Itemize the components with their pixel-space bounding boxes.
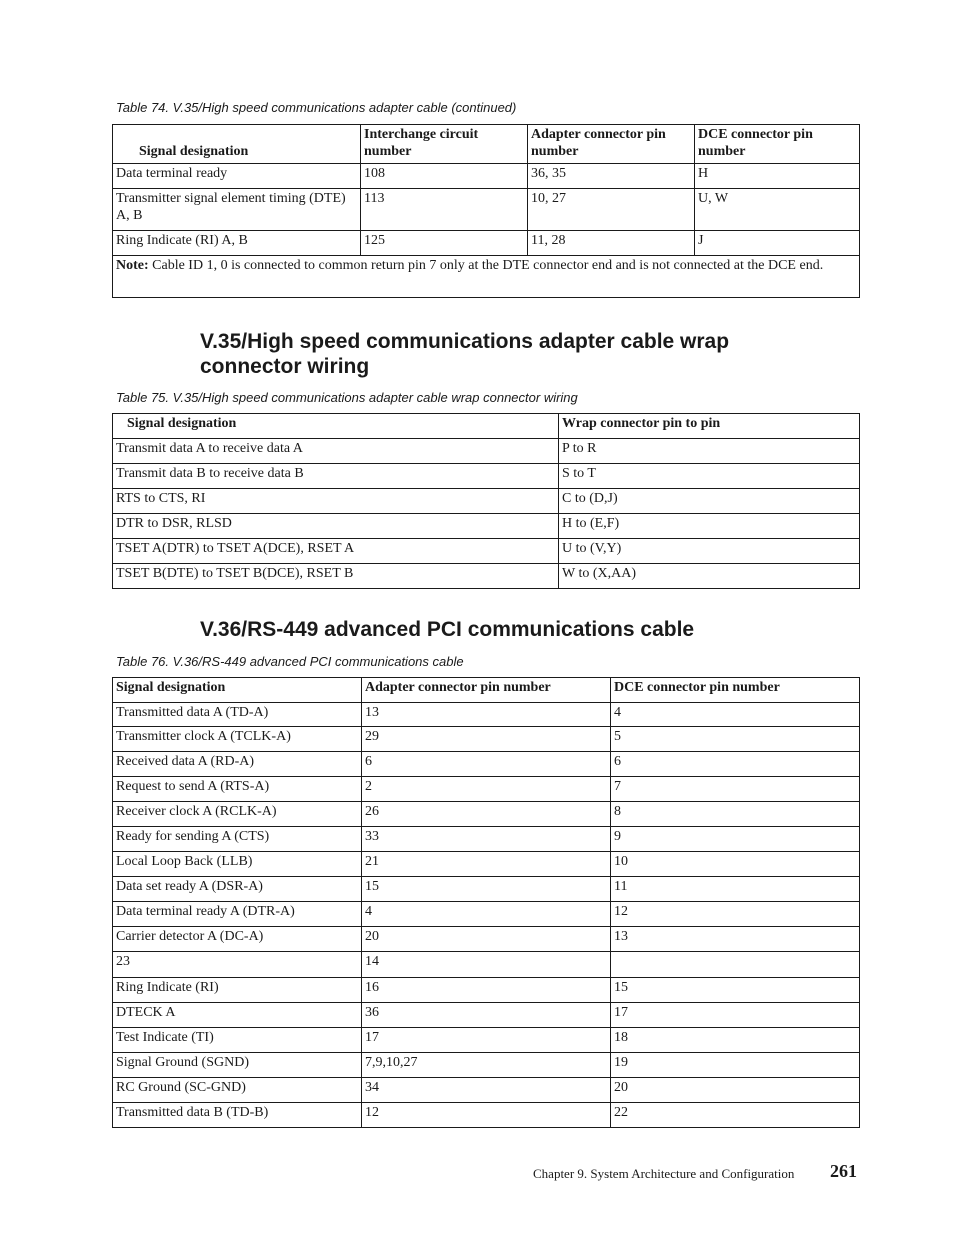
table-cell: Transmitter signal element timing (DTE) A, B [113,189,361,231]
table-header-row [113,125,860,164]
table-row [113,514,860,539]
column-header-signal-designation: Signal designation [113,414,559,439]
table-cell: 13 [362,703,611,727]
table-row [113,752,860,777]
table-cell: Test Indicate (TI) [113,1028,362,1053]
table-cell: 36, 35 [528,164,695,189]
table-cell: Ring Indicate (RI) A, B [113,231,361,256]
column-header-signal-designation: Signal designation [113,125,361,164]
table-row [113,877,860,902]
section-heading-v36-rs449: V.36/RS-449 advanced PCI communications cable [200,618,695,641]
column-header-adapter-connector-pin-number: Adapter connector pin number [362,678,611,703]
table-row [113,539,860,564]
table-row [113,439,860,464]
table-cell: 10, 27 [528,189,695,231]
table-row [113,189,860,231]
table-cell: 22 [611,1103,860,1128]
table-cell: 29 [362,727,611,752]
table-cell: P to R [559,439,860,464]
table-cell: 6 [611,752,860,777]
column-header-signal-designation: Signal designation [113,678,362,703]
table-cell: 11 [611,877,860,902]
table-76 [112,677,860,1128]
table-row [113,777,860,802]
table-row [113,927,860,952]
table-cell: 26 [362,802,611,827]
table-cell: Transmit data A to receive data A [113,439,559,464]
table-cell: Transmit data B to receive data B [113,464,559,489]
page-number: 261 [830,1161,857,1181]
table-cell: 6 [362,752,611,777]
table-cell: RC Ground (SC-GND) [113,1078,362,1103]
table-cell: 20 [362,927,611,952]
table-cell: 23 [113,952,362,978]
table-cell: H [695,164,860,189]
table-cell: 19 [611,1053,860,1078]
table-cell: 33 [362,827,611,852]
table-cell: 2 [362,777,611,802]
table-cell: 17 [611,1003,860,1028]
column-header-adapter-connector-pin-number: Adapter connector pin number [528,125,695,164]
table-cell: 10 [611,852,860,877]
column-header-wrap-connector-pin-to-pin: Wrap connector pin to pin [559,414,860,439]
column-header-interchange-circuit-number: Interchange circuit number [361,125,528,164]
table-cell: 20 [611,1078,860,1103]
table-cell: Transmitted data B (TD-B) [113,1103,362,1128]
table-row [113,1103,860,1128]
table-row [113,1028,860,1053]
table-row [113,564,860,589]
table-cell [611,952,860,978]
table-cell: 108 [361,164,528,189]
table-cell: Data set ready A (DSR-A) [113,877,362,902]
table-cell: 21 [362,852,611,877]
table-cell: 34 [362,1078,611,1103]
table-cell: W to (X,AA) [559,564,860,589]
table-cell: 113 [361,189,528,231]
table-header-row [113,678,860,703]
table-cell: Request to send A (RTS-A) [113,777,362,802]
table-cell: Ready for sending A (CTS) [113,827,362,852]
table-cell: 9 [611,827,860,852]
table-row [113,489,860,514]
table-cell: Carrier detector A (DC-A) [113,927,362,952]
table-cell: U to (V,Y) [559,539,860,564]
table-row [113,464,860,489]
table-cell: 125 [361,231,528,256]
column-header-dce-connector-pin-number: DCE connector pin number [611,678,860,703]
table-cell: 12 [362,1103,611,1128]
table-header-row [113,414,860,439]
section-heading-wrap-connector: V.35/High speed communications adapter cable wrap connector wiring [200,330,730,378]
table-cell: Data terminal ready [113,164,361,189]
table-cell: 16 [362,978,611,1003]
table-cell: 14 [362,952,611,978]
table-76-caption: Table 76. V.36/RS-449 advanced PCI communications cable [116,654,464,669]
table-cell: TSET A(DTR) to TSET A(DCE), RSET A [113,539,559,564]
table-cell: 15 [362,877,611,902]
table-cell: Ring Indicate (RI) [113,978,362,1003]
table-75-caption: Table 75. V.35/High speed communications adapter cable wrap connector wiring [116,390,578,405]
table-cell: 13 [611,927,860,952]
table-74 [112,124,860,298]
table-note [113,256,860,298]
table-cell: 18 [611,1028,860,1053]
table-row [113,1003,860,1028]
footer-chapter-title: Chapter 9. System Architecture and Configuration [533,1166,795,1181]
table-75 [112,413,860,589]
table-cell: DTECK A [113,1003,362,1028]
table-cell: Transmitter clock A (TCLK-A) [113,727,362,752]
table-row [113,952,860,978]
table-row [113,1053,860,1078]
table-cell: Received data A (RD-A) [113,752,362,777]
table-cell: 12 [611,902,860,927]
table-cell: Transmitted data A (TD-A) [113,703,362,727]
table-cell: DTR to DSR, RLSD [113,514,559,539]
table-cell: 4 [611,703,860,727]
table-cell: RTS to CTS, RI [113,489,559,514]
table-cell: 15 [611,978,860,1003]
table-cell: 5 [611,727,860,752]
table-row [113,727,860,752]
table-cell: Local Loop Back (LLB) [113,852,362,877]
table-cell: H to (E,F) [559,514,860,539]
table-cell: 8 [611,802,860,827]
table-row [113,703,860,727]
table-note-row [113,256,860,298]
table-cell: 4 [362,902,611,927]
table-cell: 17 [362,1028,611,1053]
table-cell: 7,9,10,27 [362,1053,611,1078]
table-row [113,802,860,827]
note-text: Cable ID 1, 0 is connected to common return pin 7 only at the DTE connector end and is not connected at the DCE end. [152,258,824,273]
table-cell: 36 [362,1003,611,1028]
table-row [113,827,860,852]
note-label: Note: [116,258,149,273]
table-cell: Signal Ground (SGND) [113,1053,362,1078]
table-cell: TSET B(DTE) to TSET B(DCE), RSET B [113,564,559,589]
table-row [113,1078,860,1103]
table-cell: 7 [611,777,860,802]
column-header-dce-connector-pin-number: DCE connector pin number [695,125,860,164]
table-row [113,978,860,1003]
table-cell: 11, 28 [528,231,695,256]
table-cell: C to (D,J) [559,489,860,514]
table-row [113,852,860,877]
table-row [113,164,860,189]
table-row [113,231,860,256]
table-cell: S to T [559,464,860,489]
table-cell: Receiver clock A (RCLK-A) [113,802,362,827]
table-cell: Data terminal ready A (DTR-A) [113,902,362,927]
table-cell: U, W [695,189,860,231]
table-cell: J [695,231,860,256]
table-74-caption: Table 74. V.35/High speed communications adapter cable (continued) [116,100,517,115]
table-row [113,902,860,927]
